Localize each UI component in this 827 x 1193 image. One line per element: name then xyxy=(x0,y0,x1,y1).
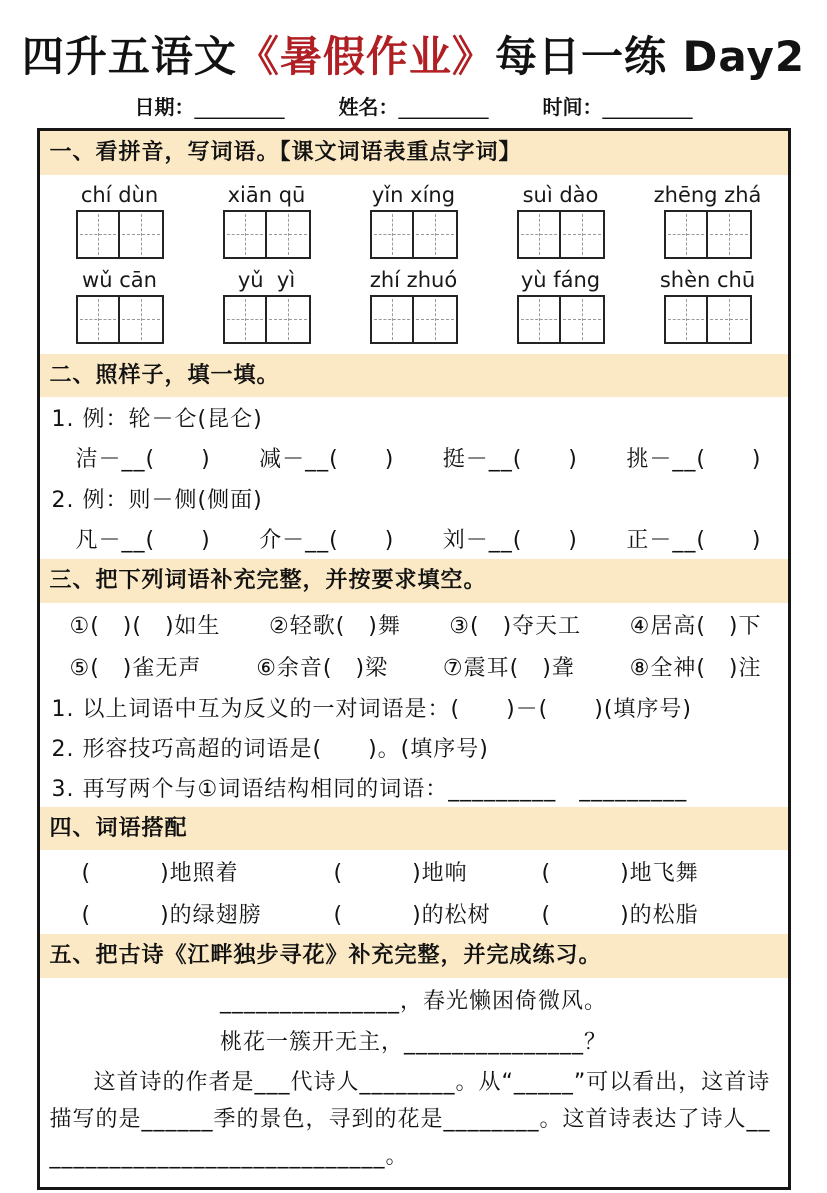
section2-header: 二、照样子，填一填。 xyxy=(40,354,788,398)
idiom-item: ②轻歌( )舞 xyxy=(268,613,401,639)
section5-body xyxy=(40,978,788,1187)
idiom-item: ⑥余音( )梁 xyxy=(256,655,389,681)
pinyin-label: suì dào xyxy=(522,182,599,207)
idiom-item: ⑧全神( )注 xyxy=(629,655,762,681)
section1-body xyxy=(40,175,788,354)
idiom-row xyxy=(40,645,788,687)
grid-cell xyxy=(561,210,605,259)
question-line: 2. 形容技巧高超的词语是( )。(填序号) xyxy=(51,736,489,762)
writing-grid xyxy=(664,210,752,259)
idiom-item: ①( )( )如生 xyxy=(69,613,221,639)
question-line: 3. 再写两个与①词语结构相同的词语：_________ _________ xyxy=(51,776,688,802)
worksheet xyxy=(37,128,791,1190)
fill-item: 介－__( ) xyxy=(259,528,395,553)
writing-grid xyxy=(517,210,605,259)
grid-cell xyxy=(370,295,414,344)
word-block xyxy=(64,268,176,344)
grid-cell xyxy=(561,295,605,344)
fill-item: 挺－__( ) xyxy=(442,447,578,472)
pinyin-label: yǐn xíng xyxy=(371,182,456,207)
writing-grid xyxy=(76,210,164,259)
word-block xyxy=(652,268,764,344)
fill-row xyxy=(40,437,788,478)
title-prefix: 四升五语文 xyxy=(21,32,237,81)
grid-cell xyxy=(267,210,311,259)
date-label: 日期： xyxy=(134,95,195,119)
writing-grid xyxy=(664,295,752,344)
fill-item: 挑－__( ) xyxy=(626,447,762,472)
word-block xyxy=(358,183,470,259)
match-item: ( )地响 xyxy=(333,861,468,886)
section3-header: 三、把下列词语补充完整，并按要求填空。 xyxy=(40,559,788,603)
fill-item: 正－__( ) xyxy=(626,528,762,553)
word-block xyxy=(211,183,323,259)
pinyin-label: zhēng zhá xyxy=(653,182,762,207)
pinyin-label: chí dùn xyxy=(80,182,159,207)
word-block xyxy=(652,183,764,259)
grid-cell xyxy=(223,210,267,259)
grid-cell xyxy=(708,210,752,259)
example-line: 1. 例：轮－仑(昆仑) xyxy=(51,407,263,432)
word-block xyxy=(64,183,176,259)
fill-item: 减－__( ) xyxy=(259,447,395,472)
match-item: ( )的松树 xyxy=(333,903,491,928)
writing-grid xyxy=(370,295,458,344)
grid-cell xyxy=(76,210,120,259)
time-blank: _________ xyxy=(602,95,693,119)
title-suffix: 每日一练 Day2 xyxy=(494,32,806,81)
time-label: 时间： xyxy=(542,95,603,119)
section4-header: 四、词语搭配 xyxy=(40,807,788,851)
writing-grid xyxy=(370,210,458,259)
pinyin-label: zhí zhuó xyxy=(369,267,458,292)
grid-cell xyxy=(76,295,120,344)
grid-cell xyxy=(223,295,267,344)
writing-grid xyxy=(517,295,605,344)
date-field xyxy=(135,91,285,120)
section3-body xyxy=(40,603,788,807)
name-field xyxy=(339,91,489,120)
idiom-item: ④居高( )下 xyxy=(629,613,762,639)
writing-grid xyxy=(76,295,164,344)
section1-header: 一、看拼音，写词语。【课文词语表重点字词】 xyxy=(40,131,788,175)
match-row xyxy=(40,892,788,934)
idiom-item: ③( )夺天工 xyxy=(449,613,582,639)
pinyin-label: yǔ yì xyxy=(237,267,296,292)
section2-body xyxy=(40,397,788,559)
grid-cell xyxy=(517,210,561,259)
grid-cell xyxy=(414,295,458,344)
match-item: ( )地照着 xyxy=(81,861,239,886)
word-block xyxy=(505,183,617,259)
pinyin-label: yù fáng xyxy=(520,267,601,292)
title-highlight: 《暑假作业》 xyxy=(236,32,495,81)
grid-cell xyxy=(414,210,458,259)
match-item: ( )的绿翅膀 xyxy=(81,903,262,928)
pinyin-row-1 xyxy=(40,183,788,259)
fill-row xyxy=(40,518,788,559)
grid-cell xyxy=(708,295,752,344)
example-line: 2. 例：则－侧(侧面) xyxy=(51,488,263,513)
time-field xyxy=(543,91,693,120)
match-row xyxy=(40,850,788,892)
section5-header: 五、把古诗《江畔独步寻花》补充完整，并完成练习。 xyxy=(40,934,788,978)
meta-row xyxy=(0,91,827,120)
idiom-item: ⑤( )雀无声 xyxy=(69,655,202,681)
pinyin-label: xiān qū xyxy=(227,182,306,207)
word-block xyxy=(211,268,323,344)
section4-body xyxy=(40,850,788,934)
word-block xyxy=(505,268,617,344)
fill-item: 洁－__( ) xyxy=(75,447,211,472)
grid-cell xyxy=(370,210,414,259)
grid-cell xyxy=(664,295,708,344)
question-line: 1. 以上词语中互为反义的一对词语是：( )－( )(填序号) xyxy=(51,696,692,722)
page-title xyxy=(0,24,827,84)
name-blank: _________ xyxy=(398,95,489,119)
poem-analysis: 这首诗的作者是___代诗人________。从“_____”可以看出，这首诗描写的是______季的景色，寻到的花是________。这首诗表达了诗人______________________________。 xyxy=(49,1069,771,1169)
match-item: ( )的松脂 xyxy=(541,903,699,928)
idiom-item: ⑦震耳( )聋 xyxy=(442,655,575,681)
writing-grid xyxy=(223,210,311,259)
grid-cell xyxy=(120,295,164,344)
poem-line-2: 桃花一簇开无主，_______________？ xyxy=(219,1029,607,1055)
writing-grid xyxy=(223,295,311,344)
match-item: ( )地飞舞 xyxy=(541,861,699,886)
poem-line-1: _______________，春光懒困倚微风。 xyxy=(219,988,607,1014)
name-label: 姓名： xyxy=(338,95,399,119)
grid-cell xyxy=(120,210,164,259)
pinyin-label: wǔ cān xyxy=(82,267,157,292)
pinyin-row-2 xyxy=(40,268,788,344)
word-block xyxy=(358,268,470,344)
grid-cell xyxy=(664,210,708,259)
fill-item: 刘－__( ) xyxy=(442,528,578,553)
grid-cell xyxy=(267,295,311,344)
pinyin-label: shèn chū xyxy=(659,267,756,292)
grid-cell xyxy=(517,295,561,344)
fill-item: 凡－__( ) xyxy=(75,528,211,553)
idiom-row xyxy=(40,603,788,645)
date-blank: _________ xyxy=(194,95,285,119)
